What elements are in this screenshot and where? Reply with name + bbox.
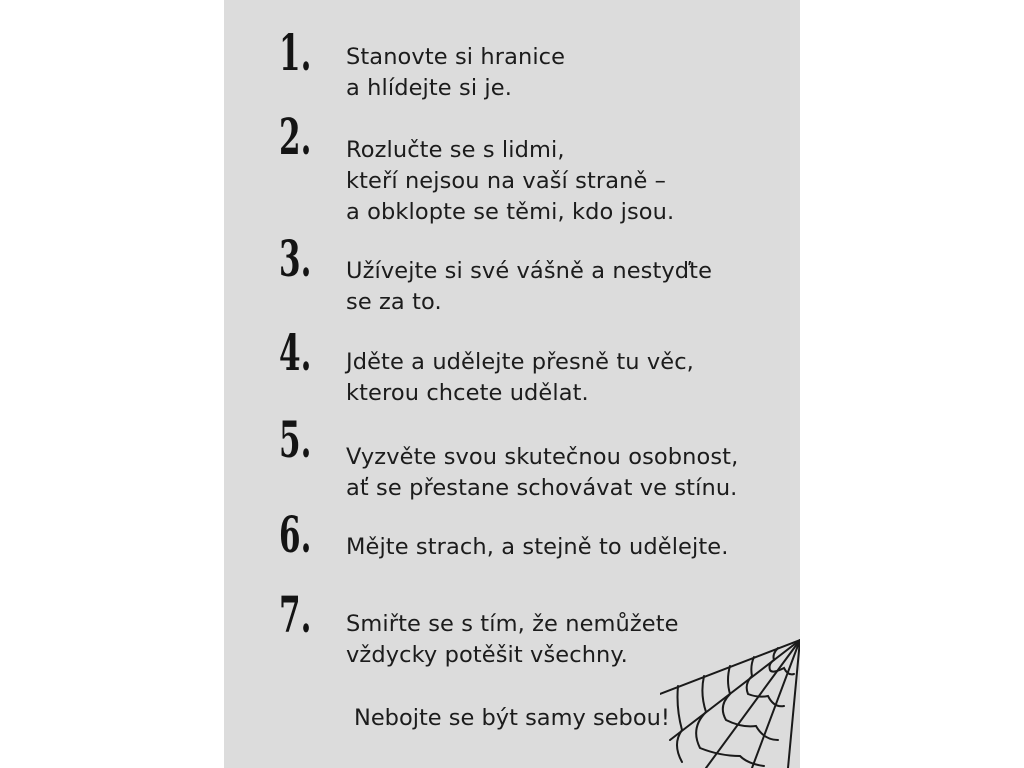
document-page bbox=[224, 0, 800, 768]
item-text-5 bbox=[346, 442, 786, 504]
item-text-3 bbox=[346, 256, 786, 318]
item-number-6: 6. bbox=[279, 505, 312, 564]
item-2-line-2: kteří nejsou na vaší straně – bbox=[346, 168, 667, 194]
item-text-1 bbox=[346, 42, 786, 104]
item-number-5: 5. bbox=[279, 410, 312, 469]
item-text-6 bbox=[346, 532, 786, 563]
item-text-2 bbox=[346, 135, 786, 228]
item-7-line-2: vždycky potěšit všechny. bbox=[346, 642, 628, 668]
item-4-line-1: Jděte a udělejte přesně tu věc, bbox=[346, 349, 694, 375]
item-number-1: 1. bbox=[279, 23, 312, 82]
closing-line: Nebojte se být samy sebou! bbox=[354, 705, 670, 731]
item-text-4 bbox=[346, 347, 786, 409]
item-number-7: 7. bbox=[279, 585, 312, 644]
item-1-line-2: a hlídejte si je. bbox=[346, 75, 512, 101]
item-3-line-2: se za to. bbox=[346, 289, 442, 315]
item-2-line-1: Rozlučte se s lidmi, bbox=[346, 137, 565, 163]
item-3-line-1: Užívejte si své vášně a nestyďte bbox=[346, 258, 713, 284]
spider-web-icon bbox=[660, 636, 800, 768]
item-4-line-2: kterou chcete udělat. bbox=[346, 380, 589, 406]
item-number-4: 4. bbox=[279, 323, 312, 382]
item-5-line-1: Vyzvěte svou skutečnou osobnost, bbox=[346, 444, 739, 470]
item-number-3: 3. bbox=[279, 229, 312, 288]
item-6-line-1: Mějte strach, a stejně to udělejte. bbox=[346, 534, 729, 560]
item-5-line-2: ať se přestane schovávat ve stínu. bbox=[346, 475, 738, 501]
item-2-line-3: a obklopte se těmi, kdo jsou. bbox=[346, 199, 675, 225]
item-7-line-1: Smiřte se s tím, že nemůžete bbox=[346, 611, 679, 637]
item-1-line-1: Stanovte si hranice bbox=[346, 44, 566, 70]
item-number-2: 2. bbox=[279, 107, 312, 166]
